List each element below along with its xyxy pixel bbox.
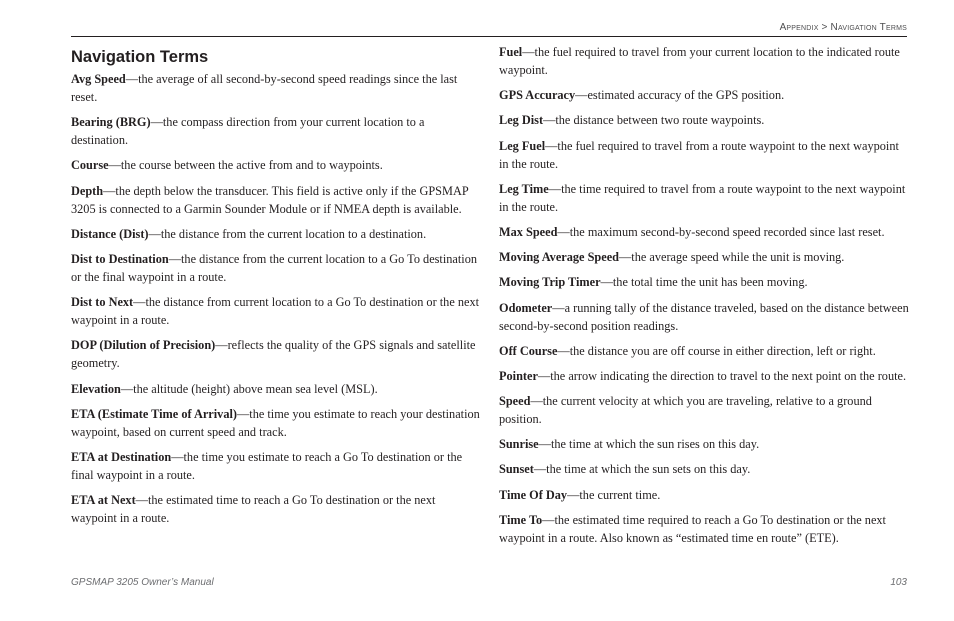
glossary-term: ETA (Estimate Time of Arrival) xyxy=(71,406,237,421)
glossary-term: GPS Accuracy xyxy=(499,88,576,103)
glossary-definition: —estimated accuracy of the GPS position. xyxy=(575,88,785,103)
glossary-definition: —a running tally of the distance traveled, based on the distance between second-by-second position readings. xyxy=(499,300,909,333)
glossary-entry xyxy=(499,392,909,428)
glossary-term: Max Speed xyxy=(499,224,558,239)
glossary-definition: —the distance from the current location to a destination. xyxy=(148,226,427,241)
glossary-entry xyxy=(71,156,483,174)
glossary-definition: —the arrow indicating the direction to travel to the next point on the route. xyxy=(537,368,907,383)
footer-page-number: 103 xyxy=(890,577,907,588)
header-rule xyxy=(71,36,907,37)
glossary-definition: —the time at which the sun sets on this day. xyxy=(533,462,751,477)
glossary-term: Bearing (BRG) xyxy=(71,115,151,130)
glossary-entry xyxy=(499,223,909,241)
glossary-definition: —the fuel required to travel from your current location to the indicated route waypoint. xyxy=(499,45,900,77)
glossary-entry xyxy=(499,273,909,291)
glossary-entry xyxy=(71,113,483,149)
glossary-entry xyxy=(499,43,909,79)
footer-manual-title: GPSMAP 3205 Owner’s Manual xyxy=(71,577,214,588)
glossary-definition: —the time you estimate to reach a Go To destination or the final waypoint in a route. xyxy=(71,449,463,482)
glossary-entry xyxy=(499,367,909,385)
glossary-entry xyxy=(71,380,483,398)
glossary-term: Off Course xyxy=(499,343,558,358)
glossary-term: Leg Time xyxy=(499,181,549,196)
glossary-definition: —the average speed while the unit is moving. xyxy=(619,250,845,265)
glossary-term: Course xyxy=(71,158,109,173)
glossary-term: Avg Speed xyxy=(71,72,126,86)
glossary-definition: —the time required to travel from a route waypoint to the next waypoint in the route. xyxy=(499,181,906,214)
glossary-entry xyxy=(499,486,909,504)
glossary-definition: —the total time the unit has been moving. xyxy=(600,275,808,290)
glossary-term: Leg Fuel xyxy=(499,138,546,153)
glossary-entry xyxy=(499,460,909,478)
glossary-entry xyxy=(71,70,483,106)
glossary-term: Time To xyxy=(499,512,543,527)
glossary-entry xyxy=(499,180,909,216)
right-entries xyxy=(499,43,909,547)
left-column xyxy=(71,44,483,534)
glossary-entry xyxy=(499,111,909,129)
glossary-entry xyxy=(71,225,483,243)
glossary-entry xyxy=(499,299,909,335)
glossary-definition: —the altitude (height) above mean sea level (MSL). xyxy=(120,381,378,396)
glossary-entry xyxy=(499,511,909,547)
glossary-term: Moving Trip Timer xyxy=(499,275,601,290)
glossary-definition: —the average of all second-by-second speed readings since the last reset. xyxy=(71,72,458,104)
glossary-entry xyxy=(499,435,909,453)
glossary-definition: —the estimated time to reach a Go To destination or the next waypoint in a route. xyxy=(71,493,436,526)
glossary-term: Pointer xyxy=(499,368,538,383)
glossary-term: Distance (Dist) xyxy=(71,226,149,241)
section-title: Navigation Terms xyxy=(71,48,209,66)
glossary-term: Dist to Next xyxy=(71,295,134,310)
glossary-term: Leg Dist xyxy=(499,113,544,128)
glossary-entry xyxy=(499,86,909,104)
glossary-term: Depth xyxy=(71,183,104,198)
glossary-term: Sunrise xyxy=(499,437,539,452)
glossary-definition: —the time at which the sun rises on this day. xyxy=(538,437,760,452)
glossary-term: Dist to Destination xyxy=(71,251,169,266)
glossary-term: Speed xyxy=(499,394,531,409)
glossary-definition: —the estimated time required to reach a Go To destination or the next waypoint in a route. Also known as “estimated time en route” (ETE). xyxy=(499,512,886,545)
glossary-entry xyxy=(71,405,483,441)
glossary-entry xyxy=(499,137,909,173)
glossary-definition: —the fuel required to travel from a route waypoint to the next waypoint in the route. xyxy=(499,138,899,171)
glossary-definition: —the current velocity at which you are traveling, relative to a ground position. xyxy=(499,394,872,427)
glossary-definition: —the compass direction from your current location to a destination. xyxy=(71,115,425,148)
glossary-term: Odometer xyxy=(499,300,553,315)
glossary-entry xyxy=(71,491,483,527)
glossary-definition: —the course between the active from and to waypoints. xyxy=(108,158,383,173)
glossary-definition: —reflects the quality of the GPS signals and satellite geometry. xyxy=(71,338,476,371)
glossary-term: Sunset xyxy=(499,462,534,477)
glossary-definition: —the maximum second-by-second speed recorded since last reset. xyxy=(557,224,885,239)
glossary-term: Fuel xyxy=(499,45,523,59)
glossary-entry xyxy=(71,293,483,329)
glossary-entry xyxy=(499,342,909,360)
glossary-term: ETA at Destination xyxy=(71,449,172,464)
glossary-term: ETA at Next xyxy=(71,493,136,508)
glossary-definition: —the distance between two route waypoints. xyxy=(543,113,765,128)
glossary-term: Time Of Day xyxy=(499,487,568,502)
glossary-term: Moving Average Speed xyxy=(499,250,619,265)
glossary-definition: —the distance from current location to a Go To destination or the next waypoint in a route. xyxy=(71,295,480,328)
glossary-term: DOP (Dilution of Precision) xyxy=(71,338,216,353)
glossary-entry xyxy=(499,248,909,266)
glossary-definition: —the current time. xyxy=(567,487,661,502)
glossary-entry xyxy=(71,250,483,286)
glossary-entry xyxy=(71,182,483,218)
glossary-definition: —the depth below the transducer. This field is active only if the GPSMAP 3205 is connected to a Garmin Sounder Module or if NMEA depth is available. xyxy=(71,183,469,216)
glossary-definition: —the distance you are off course in either direction, left or right. xyxy=(557,343,876,358)
glossary-definition: —the time you estimate to reach your destination waypoint, based on current speed and track. xyxy=(71,406,480,439)
glossary-definition: —the distance from the current location to a Go To destination or the final waypoint in a route. xyxy=(71,251,478,284)
glossary-entry xyxy=(71,336,483,372)
glossary-entry xyxy=(71,448,483,484)
running-head: Appendix > Navigation Terms xyxy=(779,22,907,33)
glossary-term: Elevation xyxy=(71,381,121,396)
right-column xyxy=(499,43,909,554)
left-entries xyxy=(71,70,483,527)
